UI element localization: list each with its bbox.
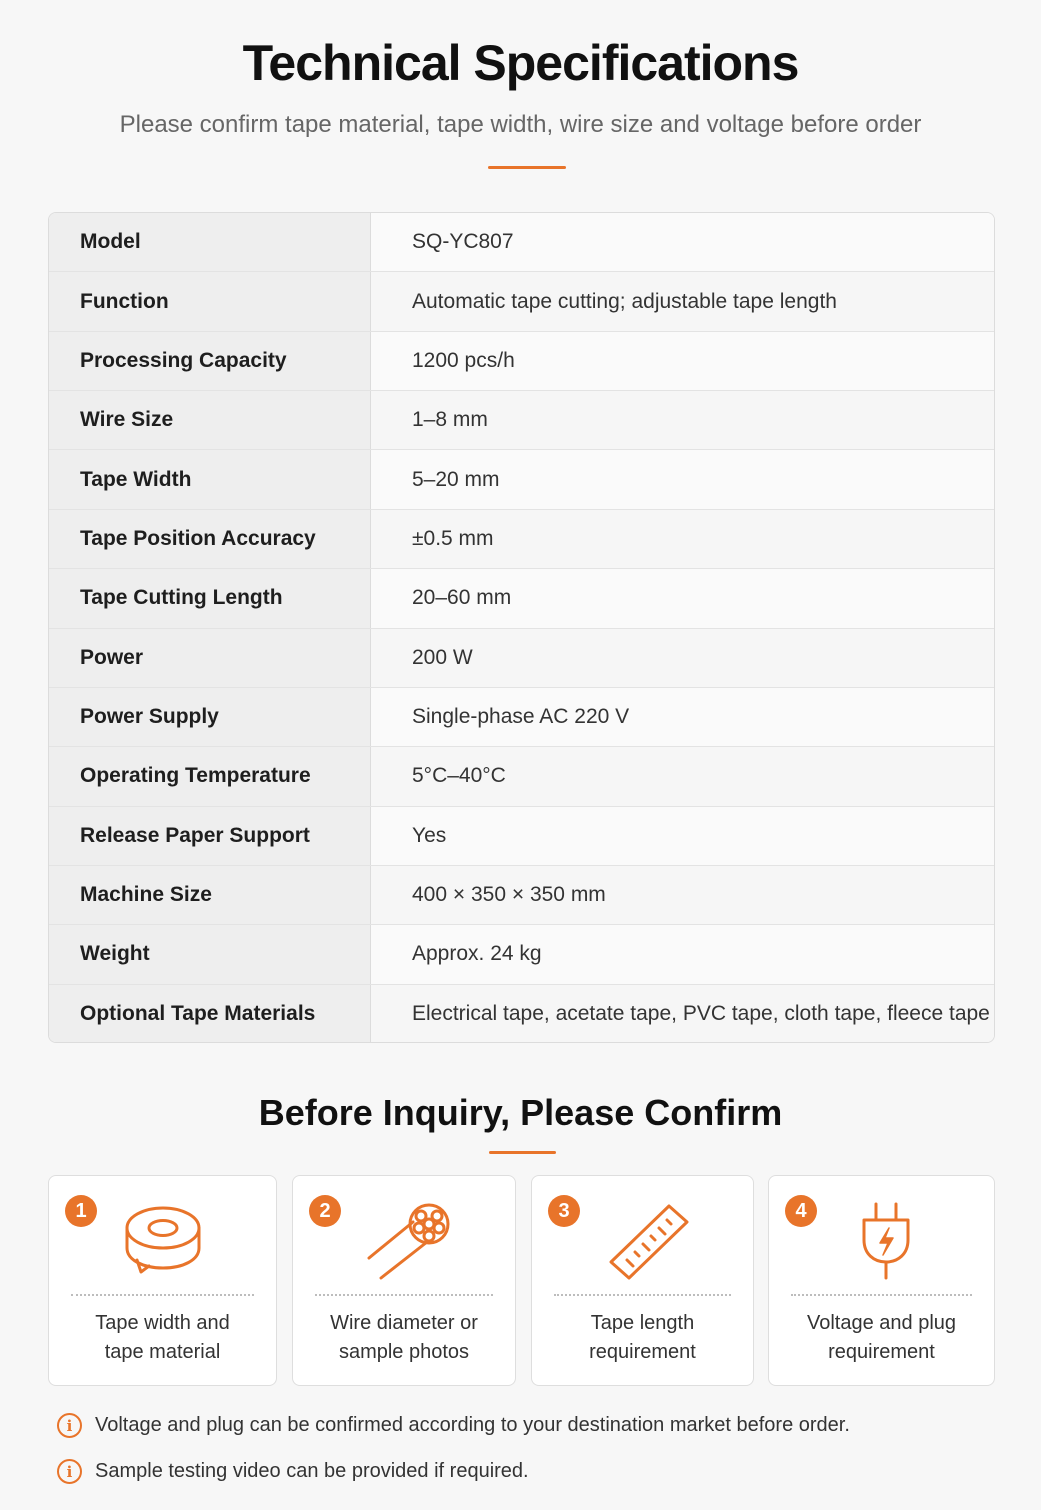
spec-value: 5–20 mm — [371, 450, 994, 508]
spec-key: Power Supply — [49, 688, 371, 746]
confirm-card-wire — [292, 1175, 516, 1386]
confirm-card-tape — [48, 1175, 277, 1386]
spec-value: 200 W — [371, 629, 994, 687]
card-label: Tape width and tape material — [95, 1312, 230, 1363]
info-icon: i — [57, 1459, 82, 1484]
spec-value: Automatic tape cutting; adjustable tape length — [371, 272, 994, 330]
spec-key: Tape Position Accuracy — [49, 510, 371, 568]
spec-value: ±0.5 mm — [371, 510, 994, 568]
spec-value: 1200 pcs/h — [371, 332, 994, 390]
spec-key: Function — [49, 272, 371, 330]
spec-value: Single-phase AC 220 V — [371, 688, 994, 746]
spec-row-optional-tape-materials — [49, 985, 994, 1043]
power-plug-icon — [856, 1200, 916, 1287]
spec-key: Tape Width — [49, 450, 371, 508]
tape-roll-icon — [123, 1200, 203, 1285]
spec-key: Operating Temperature — [49, 747, 371, 805]
card-divider — [71, 1294, 254, 1296]
note-sample-video — [57, 1459, 529, 1484]
spec-row-processing-capacity — [49, 332, 994, 391]
step-number-badge: 2 — [309, 1195, 341, 1227]
spec-key: Tape Cutting Length — [49, 569, 371, 627]
confirm-section-title: Before Inquiry, Please Confirm — [258, 1092, 783, 1133]
step-number-badge: 1 — [65, 1195, 97, 1227]
spec-row-power-supply — [49, 688, 994, 747]
confirm-card-voltage — [768, 1175, 995, 1386]
spec-key: Power — [49, 629, 371, 687]
spec-value: Approx. 24 kg — [371, 925, 994, 983]
card-label: Voltage and plug requirement — [806, 1312, 957, 1363]
card-divider — [554, 1294, 731, 1296]
spec-value: 20–60 mm — [371, 569, 994, 627]
spec-value: Yes — [371, 807, 994, 865]
note-text: Sample testing video can be provided if required. — [95, 1460, 529, 1482]
spec-key: Optional Tape Materials — [49, 985, 371, 1043]
spec-key: Machine Size — [49, 866, 371, 924]
spec-row-operating-temperature — [49, 747, 994, 806]
spec-key: Wire Size — [49, 391, 371, 449]
spec-key: Release Paper Support — [49, 807, 371, 865]
title-divider — [488, 166, 566, 169]
page-subtitle: Please confirm tape material, tape width, wire size and voltage before order — [119, 111, 922, 138]
step-number-badge: 4 — [785, 1195, 817, 1227]
spec-value: SQ-YC807 — [371, 213, 994, 271]
spec-value: 1–8 mm — [371, 391, 994, 449]
spec-row-tape-width — [49, 450, 994, 509]
spec-row-machine-size — [49, 866, 994, 925]
spec-row-tape-position-accuracy — [49, 510, 994, 569]
card-label: Tape length requirement — [589, 1312, 696, 1363]
spec-key: Processing Capacity — [49, 332, 371, 390]
spec-value: 400 × 350 × 350 mm — [371, 866, 994, 924]
info-icon: i — [57, 1413, 82, 1438]
note-voltage — [57, 1413, 850, 1438]
note-text: Voltage and plug can be confirmed according to your destination market before order. — [95, 1414, 850, 1436]
step-number-badge: 3 — [548, 1195, 580, 1227]
spec-row-wire-size — [49, 391, 994, 450]
confirm-card-length — [531, 1175, 754, 1386]
wire-bundle-icon — [363, 1200, 453, 1285]
spec-table — [48, 212, 995, 1043]
spec-value: 5°C–40°C — [371, 747, 994, 805]
spec-row-power — [49, 629, 994, 688]
card-divider — [315, 1294, 493, 1296]
spec-row-release-paper-support — [49, 807, 994, 866]
spec-row-tape-cutting-length — [49, 569, 994, 628]
page-title: Technical Specifications — [242, 35, 799, 91]
card-label: Wire diameter or sample photos — [330, 1312, 478, 1363]
card-divider — [791, 1294, 972, 1296]
spec-key: Model — [49, 213, 371, 271]
spec-row-function — [49, 272, 994, 331]
spec-row-model — [49, 213, 994, 272]
ruler-icon — [607, 1200, 691, 1285]
spec-row-weight — [49, 925, 994, 984]
section-divider — [489, 1151, 556, 1154]
spec-value: Electrical tape, acetate tape, PVC tape, cloth tape, fleece tape — [371, 985, 994, 1043]
spec-key: Weight — [49, 925, 371, 983]
